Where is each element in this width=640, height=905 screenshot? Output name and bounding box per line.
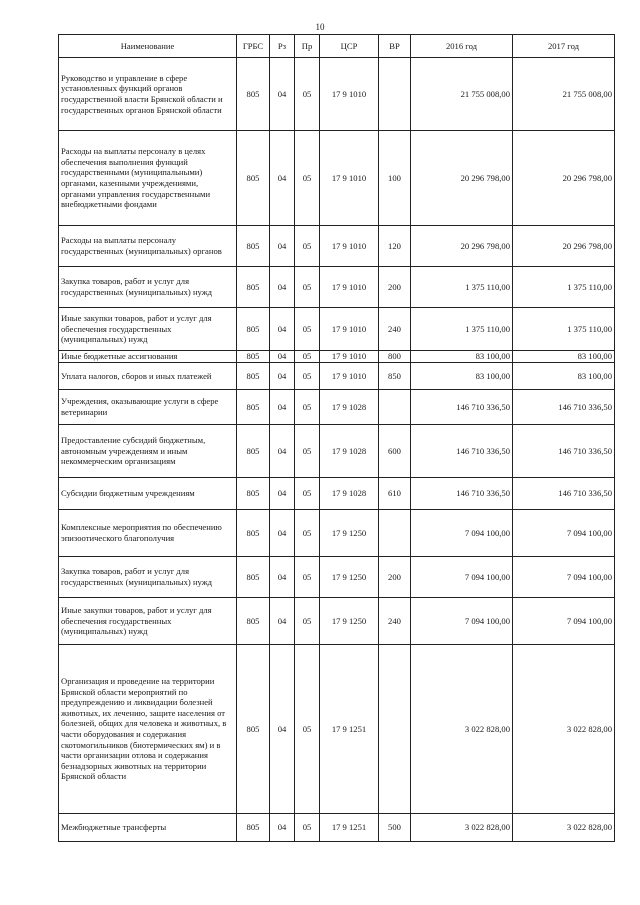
cell-grbs: 805 [237,363,270,390]
cell-rz: 04 [270,478,295,510]
cell-rz: 04 [270,267,295,308]
cell-vr: 200 [379,557,411,598]
cell-y2017: 146 710 336,50 [513,478,615,510]
cell-pr: 05 [295,351,320,363]
header-2017: 2017 год [513,35,615,58]
cell-y2016: 20 296 798,00 [411,226,513,267]
cell-vr: 600 [379,425,411,478]
cell-rz: 04 [270,351,295,363]
header-name: Наименование [59,35,237,58]
cell-rz: 04 [270,645,295,814]
cell-grbs: 805 [237,645,270,814]
cell-name: Иные закупки товаров, работ и услуг для обеспечения государственных (муниципальных) нужд [59,598,237,645]
cell-vr: 800 [379,351,411,363]
cell-csr: 17 9 1010 [320,267,379,308]
table-row [59,363,615,390]
table-row [59,598,615,645]
table-row [59,267,615,308]
cell-pr: 05 [295,557,320,598]
table-row [59,557,615,598]
cell-vr [379,390,411,425]
cell-pr: 05 [295,58,320,131]
table-header-row [59,35,615,58]
cell-csr: 17 9 1010 [320,226,379,267]
cell-name: Комплексные мероприятия по обеспечению эпизоотического благополучия [59,510,237,557]
cell-csr: 17 9 1250 [320,557,379,598]
cell-pr: 05 [295,308,320,351]
cell-y2016: 20 296 798,00 [411,131,513,226]
cell-rz: 04 [270,598,295,645]
cell-csr: 17 9 1010 [320,308,379,351]
cell-y2016: 83 100,00 [411,363,513,390]
cell-csr: 17 9 1010 [320,58,379,131]
cell-name: Руководство и управление в сфере установленных функций органов государственной власти Брянской области и государственных органов Брянской области [59,58,237,131]
cell-grbs: 805 [237,226,270,267]
cell-name: Иные бюджетные ассигнования [59,351,237,363]
table-row [59,510,615,557]
table-row [59,390,615,425]
cell-vr: 850 [379,363,411,390]
cell-csr: 17 9 1010 [320,351,379,363]
cell-name: Закупка товаров, работ и услуг для государственных (муниципальных) нужд [59,267,237,308]
cell-grbs: 805 [237,351,270,363]
cell-y2017: 146 710 336,50 [513,390,615,425]
cell-grbs: 805 [237,131,270,226]
cell-rz: 04 [270,308,295,351]
cell-y2016: 3 022 828,00 [411,814,513,842]
table-row [59,645,615,814]
budget-table [58,34,615,842]
cell-y2017: 3 022 828,00 [513,814,615,842]
cell-vr: 500 [379,814,411,842]
cell-y2017: 146 710 336,50 [513,425,615,478]
cell-y2016: 7 094 100,00 [411,557,513,598]
cell-pr: 05 [295,390,320,425]
cell-vr: 120 [379,226,411,267]
cell-grbs: 805 [237,308,270,351]
cell-y2016: 21 755 008,00 [411,58,513,131]
table-row [59,351,615,363]
cell-rz: 04 [270,557,295,598]
cell-grbs: 805 [237,425,270,478]
cell-grbs: 805 [237,510,270,557]
cell-vr [379,510,411,557]
cell-y2016: 146 710 336,50 [411,425,513,478]
cell-y2017: 1 375 110,00 [513,308,615,351]
header-rz: Рз [270,35,295,58]
cell-vr: 240 [379,598,411,645]
cell-grbs: 805 [237,814,270,842]
cell-csr: 17 9 1028 [320,425,379,478]
cell-y2017: 83 100,00 [513,363,615,390]
table-row [59,131,615,226]
cell-csr: 17 9 1251 [320,814,379,842]
cell-csr: 17 9 1250 [320,598,379,645]
cell-pr: 05 [295,814,320,842]
cell-csr: 17 9 1028 [320,478,379,510]
cell-rz: 04 [270,390,295,425]
cell-y2016: 146 710 336,50 [411,390,513,425]
cell-grbs: 805 [237,58,270,131]
cell-name: Иные закупки товаров, работ и услуг для обеспечения государственных (муниципальных) нужд [59,308,237,351]
header-2016: 2016 год [411,35,513,58]
cell-vr: 100 [379,131,411,226]
cell-grbs: 805 [237,267,270,308]
cell-y2016: 7 094 100,00 [411,598,513,645]
header-pr: Пр [295,35,320,58]
cell-csr: 17 9 1251 [320,645,379,814]
cell-y2017: 20 296 798,00 [513,226,615,267]
cell-pr: 05 [295,598,320,645]
cell-rz: 04 [270,363,295,390]
cell-pr: 05 [295,478,320,510]
cell-name: Учреждения, оказывающие услуги в сфере ветеринарии [59,390,237,425]
cell-y2017: 3 022 828,00 [513,645,615,814]
cell-name: Расходы на выплаты персоналу в целях обеспечения выполнения функций государственными (муниципальными) органами, казенными учреждениями, органами управления государственными внебюджетными фондами [59,131,237,226]
cell-pr: 05 [295,267,320,308]
cell-y2017: 1 375 110,00 [513,267,615,308]
cell-pr: 05 [295,645,320,814]
cell-y2016: 1 375 110,00 [411,267,513,308]
cell-y2016: 1 375 110,00 [411,308,513,351]
cell-y2016: 83 100,00 [411,351,513,363]
cell-vr: 240 [379,308,411,351]
table-row [59,226,615,267]
cell-pr: 05 [295,363,320,390]
cell-csr: 17 9 1250 [320,510,379,557]
cell-name: Предоставление субсидий бюджетным, автономным учреждениям и иным некоммерческим организациям [59,425,237,478]
cell-rz: 04 [270,131,295,226]
table-row [59,478,615,510]
table-row [59,308,615,351]
cell-vr: 200 [379,267,411,308]
cell-name: Закупка товаров, работ и услуг для государственных (муниципальных) нужд [59,557,237,598]
cell-vr [379,645,411,814]
cell-vr: 610 [379,478,411,510]
header-grbs: ГРБС [237,35,270,58]
table-row [59,58,615,131]
cell-y2017: 7 094 100,00 [513,598,615,645]
header-csr: ЦСР [320,35,379,58]
cell-csr: 17 9 1010 [320,363,379,390]
cell-name: Субсидии бюджетным учреждениям [59,478,237,510]
cell-y2017: 83 100,00 [513,351,615,363]
cell-name: Межбюджетные трансферты [59,814,237,842]
cell-csr: 17 9 1010 [320,131,379,226]
cell-y2017: 7 094 100,00 [513,510,615,557]
cell-pr: 05 [295,425,320,478]
table-row [59,425,615,478]
cell-grbs: 805 [237,478,270,510]
cell-rz: 04 [270,425,295,478]
cell-y2017: 20 296 798,00 [513,131,615,226]
cell-name: Расходы на выплаты персоналу государственных (муниципальных) органов [59,226,237,267]
cell-rz: 04 [270,226,295,267]
page-number: 10 [315,22,325,32]
cell-pr: 05 [295,510,320,557]
cell-csr: 17 9 1028 [320,390,379,425]
cell-y2016: 7 094 100,00 [411,510,513,557]
cell-rz: 04 [270,814,295,842]
cell-grbs: 805 [237,598,270,645]
cell-name: Уплата налогов, сборов и иных платежей [59,363,237,390]
cell-grbs: 805 [237,557,270,598]
table-row [59,814,615,842]
header-vr: ВР [379,35,411,58]
cell-y2016: 146 710 336,50 [411,478,513,510]
cell-rz: 04 [270,58,295,131]
cell-pr: 05 [295,131,320,226]
cell-y2017: 21 755 008,00 [513,58,615,131]
cell-pr: 05 [295,226,320,267]
cell-y2016: 3 022 828,00 [411,645,513,814]
cell-name: Организация и проведение на территории Брянской области мероприятий по предупреждению и ликвидации болезней животных, их лечению, защите населения от болезней, общих для человека и животных, в части оборудования и содержания скотомогильников (биотермических ям) и в части организации отлова и содержания безнадзорных животных на территории Брянской области [59,645,237,814]
cell-grbs: 805 [237,390,270,425]
cell-y2017: 7 094 100,00 [513,557,615,598]
cell-vr [379,58,411,131]
cell-rz: 04 [270,510,295,557]
